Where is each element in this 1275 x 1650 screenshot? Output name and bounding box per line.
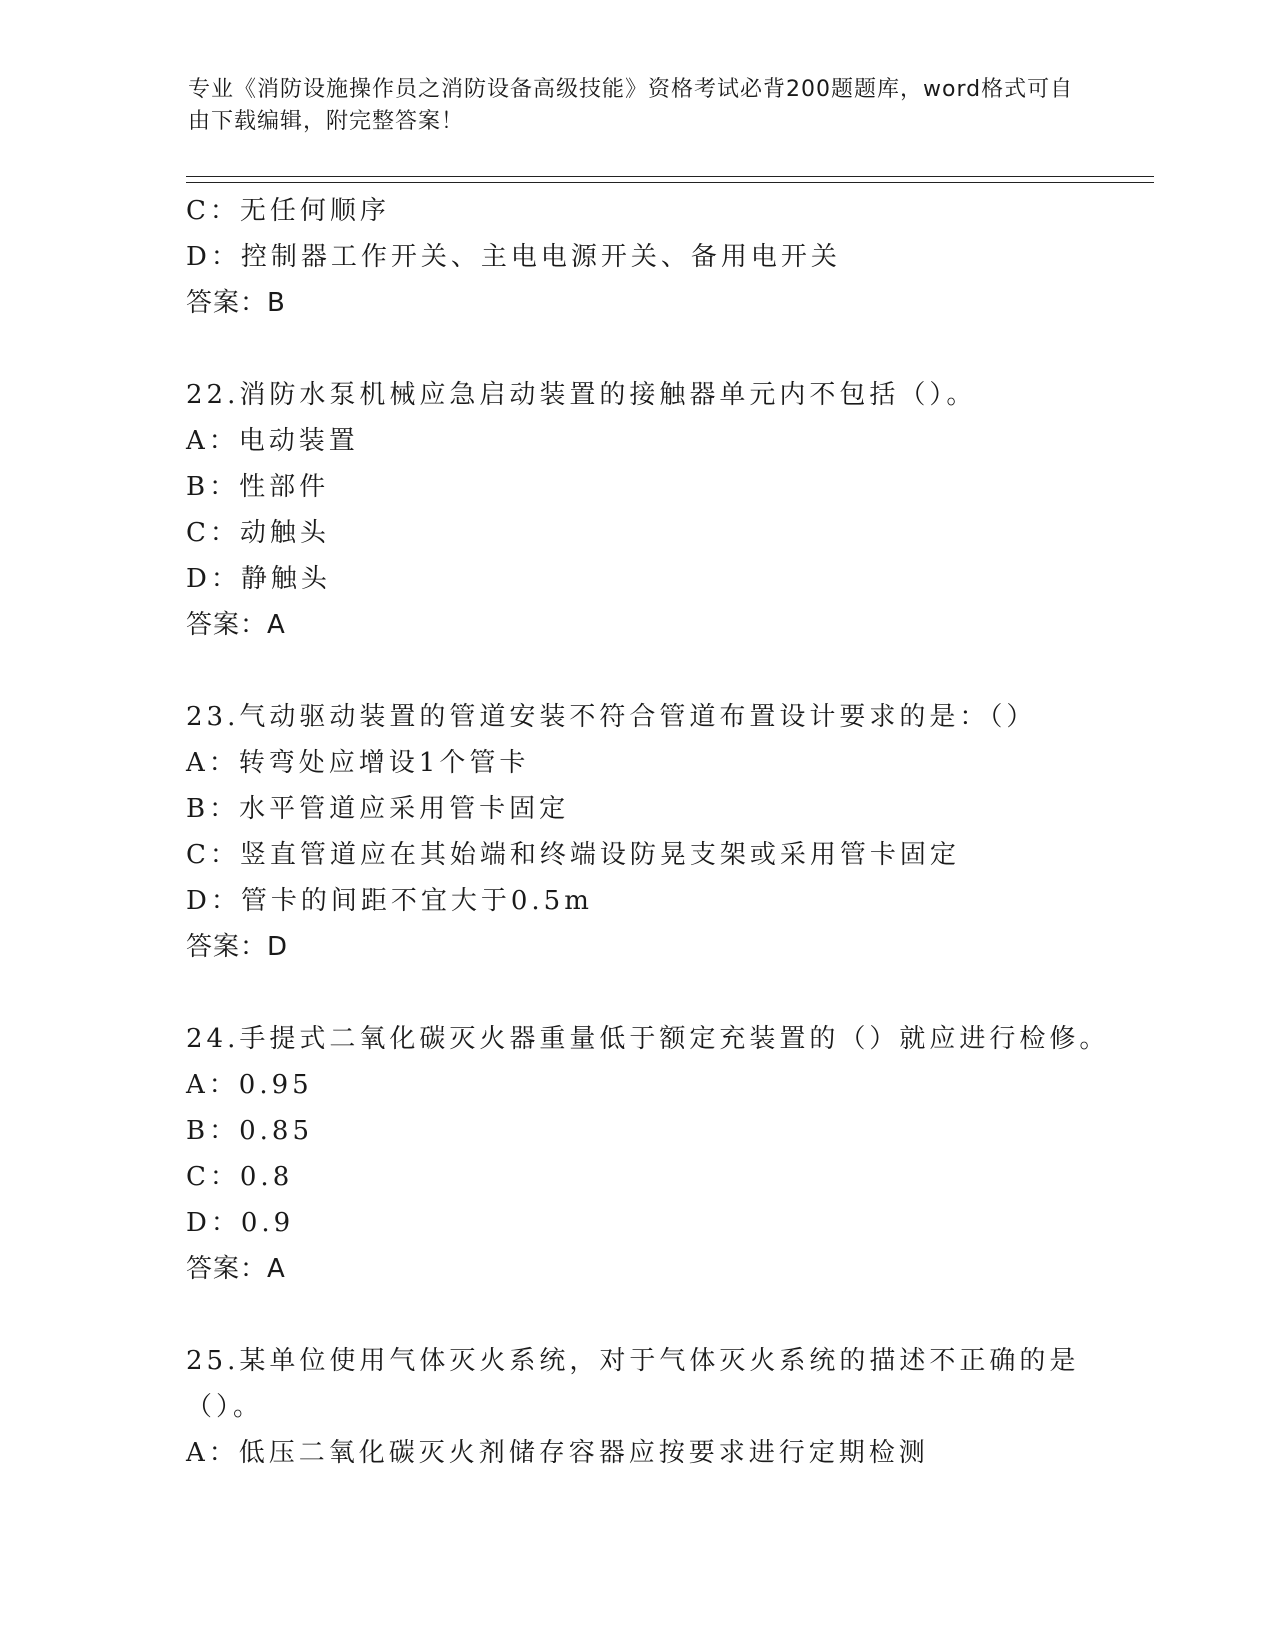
option-a: A：电动装置 — [186, 426, 359, 456]
answer-line: 答案：A — [186, 1254, 286, 1284]
answer-line: 答案：A — [186, 610, 286, 640]
option-c: C：动触头 — [186, 518, 330, 548]
option-b: B：性部件 — [186, 472, 330, 502]
question-body — [186, 188, 1110, 1476]
answer-line: 答案：B — [186, 288, 286, 318]
spacer — [186, 970, 1086, 1016]
option-a: A：低压二氧化碳灭火剂储存容器应按要求进行定期检测 — [186, 1438, 929, 1468]
answer-line: 答案：D — [186, 932, 289, 962]
option-a: A：转弯处应增设1个管卡 — [186, 748, 530, 778]
question-24-text: 24.手提式二氧化碳灭火器重量低于额定充装置的（）就应进行检修。 — [186, 1024, 1110, 1054]
document-header: 专业《消防设施操作员之消防设备高级技能》资格考试必背200题题库，word格式可自由下载编辑，附完整答案！ — [188, 77, 1074, 134]
option-d: D：0.9 — [186, 1208, 295, 1238]
question-23-text: 23.气动驱动装置的管道安装不符合管道布置设计要求的是：（） — [186, 702, 1037, 732]
option-b: B：水平管道应采用管卡固定 — [186, 794, 570, 824]
option-d: D：控制器工作开关、主电电源开关、备用电开关 — [186, 242, 841, 272]
header-divider-bottom — [186, 182, 1154, 183]
option-c: C：竖直管道应在其始端和终端设防晃支架或采用管卡固定 — [186, 840, 960, 870]
spacer — [186, 1292, 1086, 1338]
option-c: C：0.8 — [186, 1162, 294, 1192]
option-d: D：管卡的间距不宜大于0.5m — [186, 886, 593, 916]
spacer — [186, 648, 1086, 694]
question-25-text: 25.某单位使用气体灭火系统，对于气体灭火系统的描述不正确的是（）。 — [186, 1346, 1080, 1422]
question-22-text: 22.消防水泵机械应急启动装置的接触器单元内不包括（）。 — [186, 380, 977, 410]
spacer — [186, 326, 1086, 372]
option-a: A：0.95 — [186, 1070, 313, 1100]
option-d: D：静触头 — [186, 564, 331, 594]
option-b: B：0.85 — [186, 1116, 313, 1146]
header-divider-top — [186, 176, 1154, 177]
option-c: C：无任何顺序 — [186, 196, 390, 226]
